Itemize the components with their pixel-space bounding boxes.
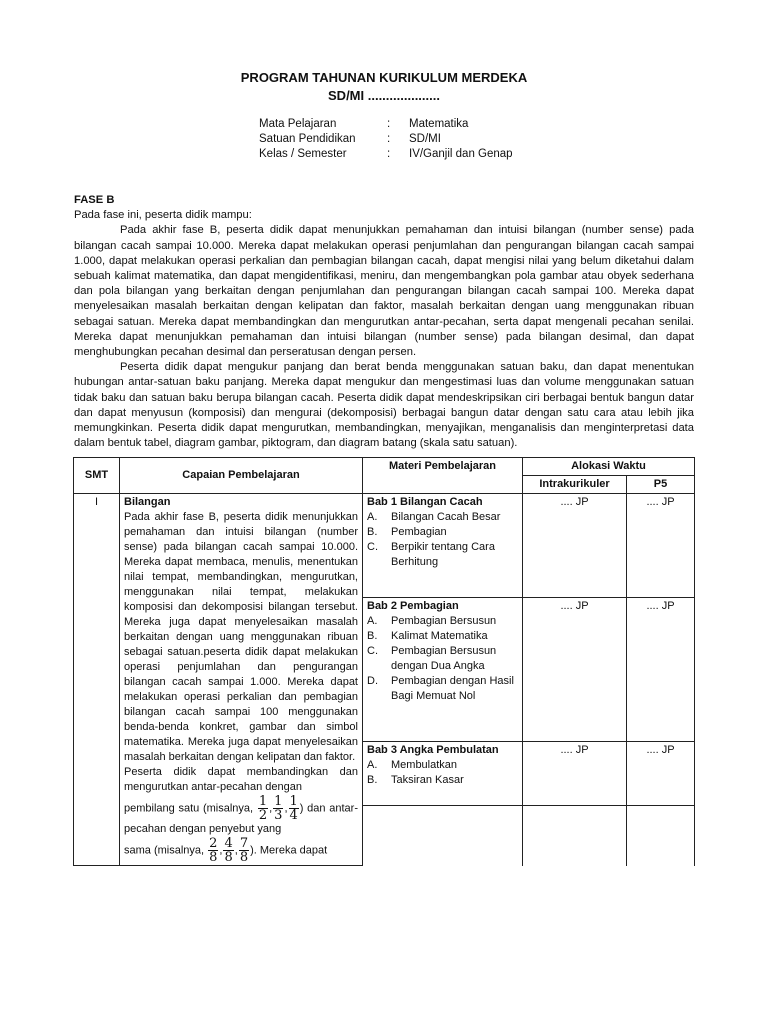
intra-cell: .... JP: [523, 494, 627, 598]
cp-text-1: Pada akhir fase B, peserta didik menunjukkan pemahaman dan intuisi bilangan (number sense) pada bilangan cacah sampai 10.000. Mereka dapat membaca, menulis, menentukan nilai tempat, membandingkan, mengurutkan, menggunakan nilai tempat, melakukan komposisi dan dekomposisi bilangan tersebut. Mereka juga dapat menyelesaikan masalah berkaitan dengan uang menggunakan ribuan sebagai satuan.peserta didik dapat melakukan operasi penjumlahan dan pengurangan bilangan cacah sampai 1.000. Mereka dapat melakukan operasi perkalian dan pembagian bilangan cacah sampai 100 menggunakan benda-benda konkret, gambar dan simbol matematika. Mereka juga dapat menyelesaikan masalah berkaitan dengan kelipatan dan faktor.: [124, 511, 358, 763]
cp-cell: [120, 494, 363, 866]
cp-text-4: sama (misalnya, $\frac{2}{8}$ , $\frac{4}{8}$ , $\frac{7}{8}$ ). Mereka dapat: [124, 836, 328, 865]
fase-section: [74, 193, 694, 451]
empty-cell: [363, 805, 523, 866]
bab-1-cell: [363, 494, 523, 598]
bab-2-cell: [363, 597, 523, 741]
fraction: $\frac{1}{3}$: [274, 794, 283, 823]
header-cp: Capaian Pembelajaran: [120, 458, 363, 494]
fase-paragraph-1: Pada akhir fase B, peserta didik dapat menunjukkan pemahaman dan intuisi bilangan (number sense) pada bilangan cacah sampai 10.000. Mereka dapat melakukan operasi penjumlahan dan pengurangan bilangan cacah sampai 1.000, dapat melakukan operasi perkalian dan pembagian bilangan cacah, dapat mengisi nilai yang belum diketahui dalam sebuah kalimat matematika, dan dapat mengidentifikasi, meniru, dan mengembangkan pola gambar atau obyek sederhana dan pola bilangan yang berkaitan dengan penjumlahan dan pengurangan bilangan cacah sampai 100. Mereka dapat menyelesaikan masalah berkaitan dengan kelipatan dan faktor, masalah berkaitan dengan uang menggunakan ribuan sebagai satuan. Mereka dapat membandingkan dan mengurutkan antar-pecahan, serta dapat mengenali pecahan senilai. Mereka dapat menunjukkan pemahaman dan intuisi bilangan (number sense) pada bilangan desimal, dan dapat menghubungkan pecahan desimal dan perseratusan dengan persen.: [74, 224, 694, 359]
meta-row: Satuan Pendidikan : SD/MI: [259, 133, 441, 145]
list-item: C. Berpikir tentang Cara Berhitung: [367, 541, 495, 568]
empty-cell: [523, 805, 627, 866]
list-item: B. Kalimat Matematika: [367, 629, 488, 642]
fraction: $\frac{2}{8}$: [209, 836, 218, 865]
list-item: B. Pembagian: [367, 526, 447, 538]
fraction: $\frac{1}{2}$: [258, 794, 268, 823]
list-item: A. Pembagian Bersusun: [367, 614, 497, 627]
program-table: [73, 457, 695, 866]
bab-list: [367, 614, 518, 704]
fraction: $\frac{7}{8}$: [239, 836, 249, 865]
fase-heading: FASE B: [74, 194, 115, 206]
header-smt: SMT: [74, 458, 120, 494]
fase-intro: Pada fase ini, peserta didik mampu:: [74, 209, 252, 222]
list-item: A. Bilangan Cacah Besar: [367, 511, 501, 523]
meta-block: [259, 117, 513, 162]
list-item: B. Taksiran Kasar: [367, 773, 464, 786]
fase-paragraph-2: Peserta didik dapat mengukur panjang dan berat benda menggunakan satuan baku, dan dapat menentukan hubungan antar-satuan baku panjang. Mereka dapat mengukur dan mengestimasi luas dan volume menggunakan satuan tidak baku dan satuan baku berupa bilangan cacah. Peserta didik dapat mendeskripsikan ciri berbagai bentuk bangun datar dan dapat menyusun (komposisi) dan mengurai (dekomposisi) berbagai bangun datar dengan satu cara atau lebih jika memungkinkan. Peserta didik dapat mengurutkan, membandingkan, menyajikan, menganalisis dan menginterpretasi data dalam bentuk tabel, diagram gambar, piktogram, dan diagram batang (skala satu satuan).: [74, 361, 694, 450]
meta-row: Kelas / Semester : IV/Ganjil dan Genap: [259, 148, 513, 160]
list-item: A. Membulatkan: [367, 758, 458, 771]
cp-text-2: Peserta didik dapat membandingkan dan mengurutkan antar-pecahan dengan: [124, 766, 358, 793]
document-subtitle: SD/MI ....................: [328, 88, 440, 103]
bab-title: Bab 2 Pembagian: [367, 599, 459, 612]
header-materi: Materi Pembelajaran: [363, 458, 523, 494]
bab-title: Bab 3 Angka Pembulatan: [367, 743, 499, 756]
p5-cell: .... JP: [627, 741, 695, 805]
p5-cell: .... JP: [627, 494, 695, 598]
fraction: $\frac{1}{4}$: [289, 794, 298, 823]
bab-3-cell: [363, 741, 523, 805]
smt-cell: I: [74, 494, 120, 866]
bab-list: [367, 510, 518, 570]
header-p5: P5: [627, 476, 695, 494]
header-intra: Intrakurikuler: [523, 476, 627, 494]
cp-title: Bilangan: [124, 496, 171, 508]
empty-cell: [627, 805, 695, 866]
meta-row: Mata Pelajaran : Matematika: [259, 118, 469, 130]
intra-cell: .... JP: [523, 741, 627, 805]
list-item: C. Pembagian Bersusun dengan Dua Angka: [367, 644, 497, 672]
p5-cell: .... JP: [627, 597, 695, 741]
document-title: PROGRAM TAHUNAN KURIKULUM MERDEKA: [240, 70, 528, 85]
bab-list: [367, 758, 518, 788]
list-item: D. Pembagian dengan Hasil Bagi Memuat Nol: [367, 674, 514, 702]
bab-title: Bab 1 Bilangan Cacah: [367, 496, 483, 508]
header-alokasi: Alokasi Waktu: [523, 458, 695, 476]
intra-cell: .... JP: [523, 597, 627, 741]
fraction: $\frac{4}{8}$: [224, 836, 233, 865]
cp-text-3: pembilang satu (misalnya, $\frac{1}{2}$ , $\frac{1}{3}$ , $\frac{1}{4}$ ) dan antar-pecahan dengan penyebut yang: [124, 794, 358, 835]
